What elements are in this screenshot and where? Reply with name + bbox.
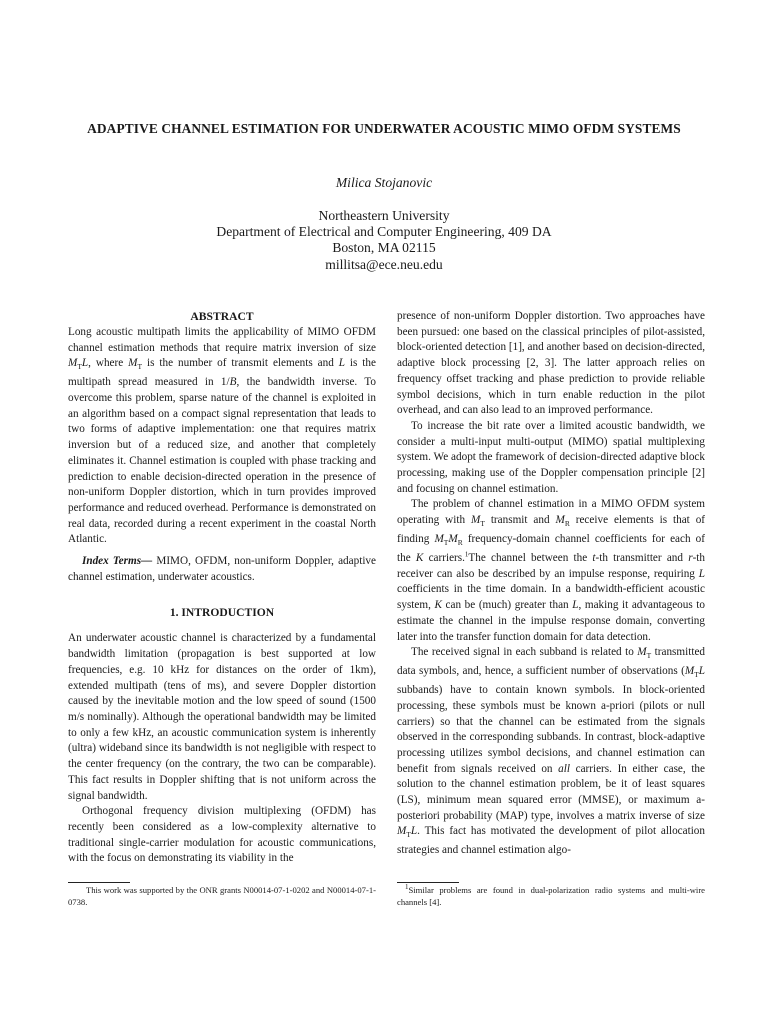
footnote-1-mark: 1 bbox=[405, 883, 409, 892]
department: Department of Electrical and Computer Engineering, 409 DA bbox=[216, 224, 552, 240]
right-paragraph-2: To increase the bit rate over a limited acoustic bandwidth, we consider a multi-input multi-output (MIMO) spatial multiplexing system. We adopt the framework of decision-directed adaptive block processing, making use of the Doppler compensation principle [2] and focusing on channel estimation. bbox=[397, 419, 705, 495]
paper-title: ADAPTIVE CHANNEL ESTIMATION FOR UNDERWATER ACOUSTIC MIMO OFDM SYSTEMS bbox=[87, 121, 681, 136]
footnote-1 bbox=[397, 884, 705, 908]
city-address: Boston, MA 02115 bbox=[332, 240, 436, 256]
left-column bbox=[68, 309, 376, 867]
right-column bbox=[397, 309, 705, 859]
university: Northeastern University bbox=[318, 208, 450, 223]
author-email: millitsa@ece.neu.edu bbox=[325, 256, 443, 272]
abstract-heading: ABSTRACT bbox=[190, 310, 254, 323]
abstract-text: Long acoustic multipath limits the applicability of MIMO OFDM channel estimation methods that require matrix inversion of size $M_TL$, where $M_T$ is the number of transmit elements and L is the multipath spread measured in 1/B, the bandwidth inverse. To overcome this problem, sparse nature of the channel is exploited in an algorithm based on a compact signal representation that leads to two forms of adaptive implementation: one that requires matrix inversion but of a reduced size, and another that completely eliminates it. Channel estimation is coupled with phase tracking and prediction to enable decision-directed operation in the presence of non-uniform Doppler distortion, which in turn provides improved performance and reduced overhead. Performance is demonstrated on real data, recorded during a recent experiment in the coastal North Atlantic. bbox=[68, 326, 376, 546]
footnote-funding bbox=[68, 884, 376, 908]
introduction-heading: 1. INTRODUCTION bbox=[169, 606, 275, 620]
footnote-rule-left bbox=[68, 882, 130, 883]
right-paragraph-4: The received signal in each subband is related to $M_T$ transmitted data symbols, and, hence, a sufficient number of observations ($M_TL$ subbands) have to contain known symbols. In block-oriented processing, these symbols must be known a-priori (pilots or null carriers) so that the channel can be estimated from the signals observed in the corresponding subbands. In contrast, block-adaptive processing utilizes symbol decisions, and channel estimation can benefit from signals received on all carriers. In either case, the solution to the channel estimation problem, be it of least squares (LS), minimum mean squared error (MMSE), or maximum a-posteriori probability (MAP) type, involves a matrix inverse of size $M_TL$. This fact has motivated the development of pilot allocation strategies and channel estimation algo- bbox=[397, 646, 706, 857]
intro-paragraph-2: Orthogonal frequency division multiplexing (OFDM) has recently been considered as a low-complexity alternative to traditional single-carrier modulation for acoustic communications, with the focus on demonstrating its viability in the bbox=[68, 805, 376, 865]
author-name: Milica Stojanovic bbox=[335, 175, 433, 190]
affiliation-block bbox=[0, 208, 768, 273]
index-terms-label: Index Terms— bbox=[82, 555, 153, 568]
footnote-funding-text: This work was supported by the ONR grants N00014-07-1-0202 and N00014-07-1-0738. bbox=[68, 885, 376, 907]
footnote-1-text: Similar problems are found in dual-polarization radio systems and multi-wire channels [4]. bbox=[397, 885, 705, 907]
index-terms bbox=[68, 554, 376, 585]
intro-paragraph-1: An underwater acoustic channel is characterized by a fundamental bandwidth limitation (propagation is best supported at low frequencies, e.g. 10 kHz for distances on the order of 1km), extended multipath (tens of ms), and severe Doppler distortion caused by the inevitable motion and the low speed of sound (1500 m/s nominally). Although the operational bandwidth may be limited to only a few kHz, an acoustic communication system is inherently (ultra) wideband since its bandwidth is not negligible with respect to the center frequency (on the contrary, the two can be comparable). This fact results in Doppler shifting that is not uniform across the signal bandwidth. bbox=[68, 632, 376, 802]
right-paragraph-3: The problem of channel estimation in a MIMO OFDM system operating with $M_T$ transmit and $M_R$ receive elements is that of finding $M_TM_R$ frequency-domain channel coefficients for each of the K carriers.$^1$The channel between the t-th transmitter and r-th receiver can also be described by an impulse response, requiring L coefficients in the time domain. In a bandwidth-efficient acoustic system, K can be (much) greater than L, making it advantageous to estimate the channel in the impulse response domain, converting later into the transfer function domain for data detection. bbox=[397, 498, 706, 643]
right-paragraph-1: presence of non-uniform Doppler distortion. Two approaches have been pursued: one based on the classical principles of pilot-assisted, block-oriented detection [1], and another based on decision-directed, adaptive block processing [2, 3]. The latter approach relies on frequency offset tracking and phase prediction to provide reliable symbol decisions, which in turn enable reduction in the pilot overhead, and can also lead to an improved performance. bbox=[397, 310, 705, 417]
index-terms-text: MIMO, OFDM, non-uniform Doppler, adaptive channel estimation, underwater acoustics. bbox=[68, 555, 376, 583]
